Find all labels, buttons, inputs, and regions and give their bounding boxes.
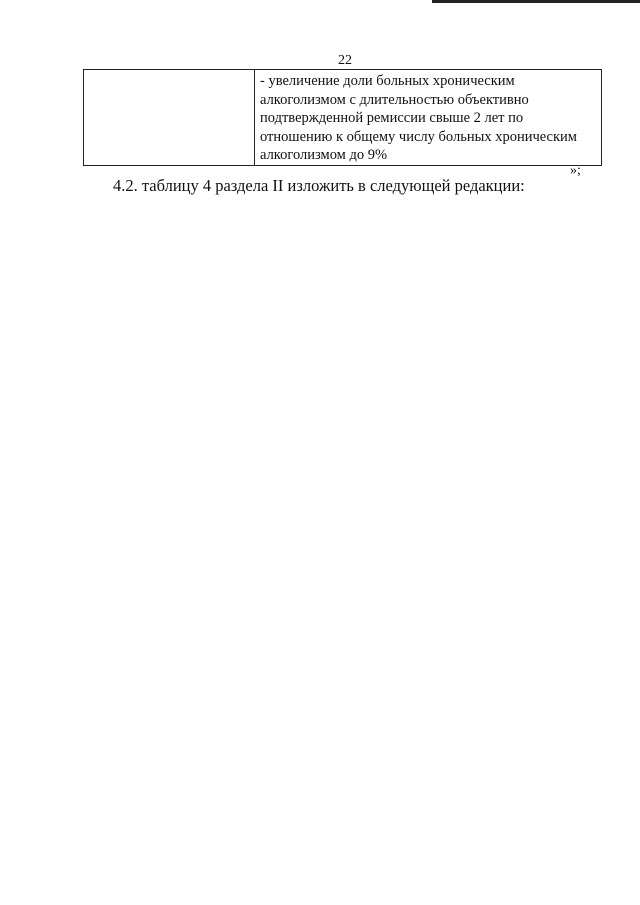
top-edge-rule (432, 0, 640, 3)
closing-quote-mark: »; (570, 163, 581, 178)
table-row (84, 70, 602, 166)
table-cell-content: - увеличение доли больных хроническим алкоголизмом с длительностью объективно подтвержденной ремиссии свыше 2 лет по отношению к общему числу больных хроническим алкоголизмом до 9% (260, 73, 577, 163)
body-paragraph: 4.2. таблицу 4 раздела II изложить в следующей редакции: (113, 176, 525, 195)
content-table (83, 69, 602, 166)
table-cell-text (255, 70, 602, 166)
page-number: 22 (338, 53, 352, 68)
table-cell-empty (84, 70, 255, 166)
